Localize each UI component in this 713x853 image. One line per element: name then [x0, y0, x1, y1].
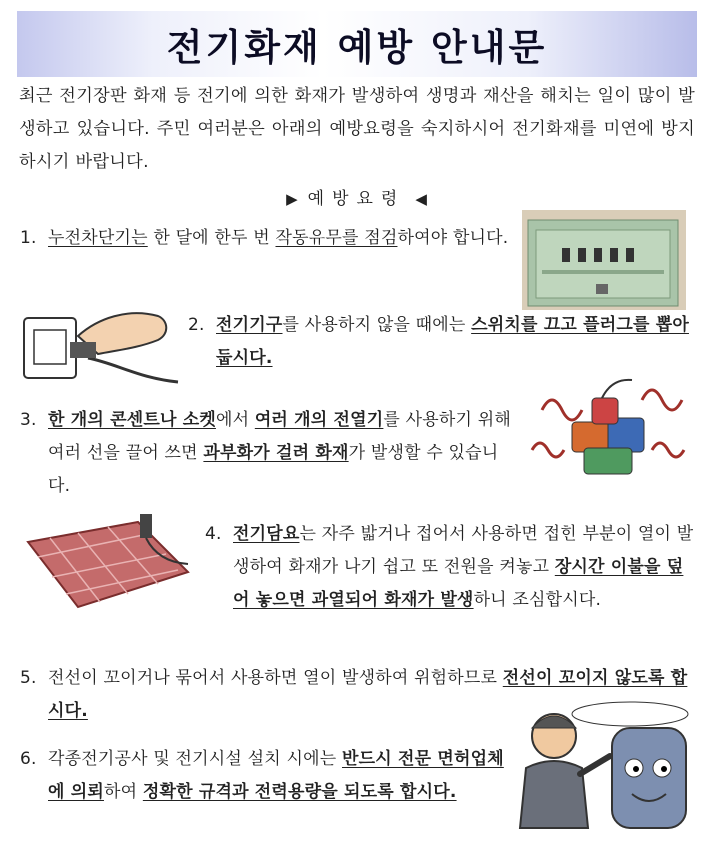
item-highlight: 반드시 전문 면허업체에 의뢰: [48, 749, 504, 802]
item-text: 를 사용하기 위해 여러 선을 끌어 쓰면: [48, 410, 511, 463]
guide-item-2: [188, 309, 696, 375]
circuit-breaker-panel-photo: [522, 210, 686, 310]
item-text: 각종전기공사 및 전기시설 설치 시에는: [48, 749, 342, 769]
intro-paragraph: 최근 전기장판 화재 등 전기에 의한 화재가 발생하여 생명과 재산을 해치는 일이 많이 발생하고 있습니다. 주민 여러분은 아래의 예방요령을 숙지하시어 전기화재를 미연에 방지하시기 바랍니다.: [19, 86, 695, 172]
item-highlight: 여러 개의 전열기: [254, 410, 384, 430]
left-triangle-icon: ◀: [415, 190, 427, 208]
page-title: 전기화재 예방 안내문: [166, 26, 548, 69]
item-highlight: 전선이 꼬이지 않도록 합시다.: [48, 668, 688, 721]
title-banner: [17, 11, 697, 77]
right-triangle-icon: ▶: [286, 190, 298, 208]
item-number: 2.: [188, 315, 205, 335]
item-number: 4.: [205, 524, 222, 544]
electric-blanket-illustration: [18, 512, 198, 617]
item-number: 5.: [20, 668, 37, 688]
overloaded-multi-plug-illustration: [522, 370, 692, 480]
item-text: 하니 조심합시다.: [473, 590, 602, 610]
item-highlight: 한 개의 콘센트나 소켓: [48, 410, 216, 430]
item-text: 가 발생할 수 있습니다.: [48, 443, 499, 496]
item-text: 는 자주 밟거나 접어서 사용하면 접힌 부분이 열이 발생하여 화재가 나기 쉽고 또 전원을 켜놓고: [233, 524, 694, 577]
item-number: 1.: [20, 228, 37, 248]
subtitle-text: 예방요령: [307, 189, 406, 209]
item-highlight: 전기담요: [233, 524, 300, 544]
item-highlight: 장시간 이불을 덮어 놓으면 과열되어 화재가 발생: [233, 557, 684, 610]
item-text: 에서: [215, 410, 255, 430]
item-highlight: 전기기구: [216, 315, 283, 335]
guide-item-4: [205, 518, 697, 617]
guide-item-1: [20, 222, 518, 255]
item-highlight: 정확한 규격과 전력용량을 되도록 합시다.: [142, 782, 457, 802]
item-text: 한 달에 한두 번: [147, 228, 276, 248]
hand-unplugging-cord-illustration: [18, 288, 184, 388]
item-highlight: 작동유무를 점검: [275, 228, 398, 248]
item-highlight: 스위치를 끄고 플러그를 뽑아둡시다.: [216, 315, 689, 368]
item-highlight: 과부화가 걸려 화재: [203, 443, 349, 463]
guide-item-6: [20, 743, 508, 809]
electrician-mascot-illustration: [512, 698, 697, 833]
item-highlight: 누전차단기는: [48, 228, 148, 248]
item-text: 를 사용하지 않을 때에는: [282, 315, 472, 335]
section-subtitle: [0, 184, 713, 209]
item-text: 전선이 꼬이거나 묶어서 사용하면 열이 발생하여 위험하므로: [48, 668, 503, 688]
item-text: 하여: [103, 782, 143, 802]
item-text: 하여야 합니다.: [397, 228, 509, 248]
item-number: 3.: [20, 410, 37, 430]
guide-item-3: [20, 404, 514, 503]
item-number: 6.: [20, 749, 37, 769]
